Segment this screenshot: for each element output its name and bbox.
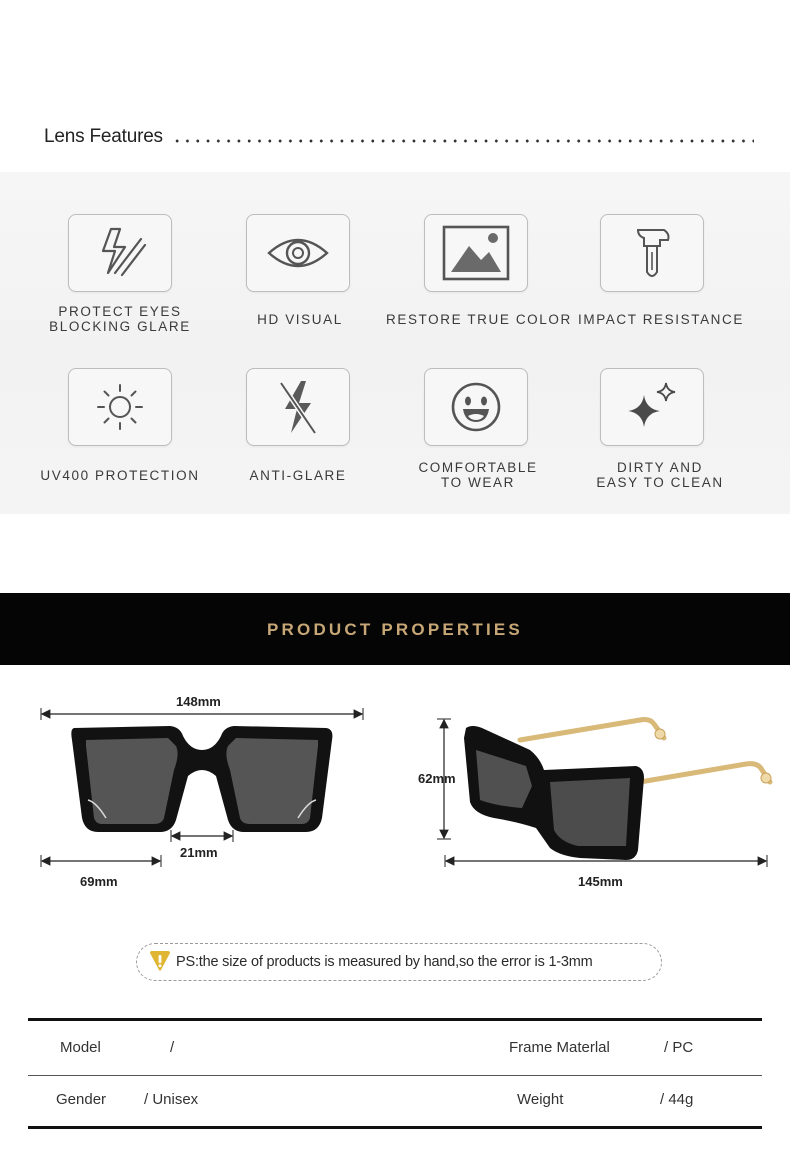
dim-bridge: 21mm bbox=[180, 845, 218, 860]
smiley-face-icon bbox=[449, 380, 503, 434]
feature-label-anti-glare: ANTI-GLARE bbox=[249, 468, 347, 483]
sun-icon bbox=[95, 382, 145, 432]
sparkles-icon bbox=[622, 379, 682, 435]
temple-front bbox=[640, 764, 770, 782]
spec-label-model: Model bbox=[60, 1039, 101, 1056]
feature-label-impact: IMPACT RESISTANCE bbox=[578, 312, 744, 327]
feature-label-uv400: UV400 PROTECTION bbox=[40, 468, 200, 483]
feature-card-easy-clean bbox=[600, 368, 704, 446]
dim-temple-length: 145mm bbox=[578, 874, 623, 889]
lightning-slash-icon bbox=[89, 223, 151, 283]
feature-card-true-color bbox=[424, 214, 528, 292]
right-lens bbox=[226, 738, 318, 824]
feature-card-protect-eyes bbox=[68, 214, 172, 292]
spec-value-frame-material: / PC bbox=[664, 1039, 694, 1056]
table-bottom-rule bbox=[28, 1126, 762, 1129]
warning-icon bbox=[148, 950, 172, 972]
feature-label-comfortable bbox=[398, 460, 558, 490]
left-lens bbox=[86, 738, 178, 824]
feature-card-anti-glare bbox=[246, 368, 350, 446]
feature-label-protect-eyes bbox=[40, 304, 200, 334]
temple-back bbox=[520, 720, 664, 741]
feature-label-line: DIRTY AND bbox=[617, 460, 703, 475]
feature-label-easy-clean bbox=[580, 460, 740, 490]
side-lens-right bbox=[550, 778, 630, 846]
measurement-note-text: PS:the size of products is measured by hand,so the error is 1-3mm bbox=[176, 954, 593, 970]
side-view-diagram bbox=[410, 710, 780, 880]
spec-label-weight: Weight bbox=[517, 1091, 564, 1108]
feature-card-impact-resistance bbox=[600, 214, 704, 292]
feature-label-line: TO WEAR bbox=[441, 475, 515, 490]
spec-value-model: / bbox=[170, 1039, 175, 1056]
dim-lens-width: 69mm bbox=[80, 874, 118, 889]
spec-value-gender: / Unisex bbox=[144, 1091, 199, 1108]
feature-label-hd-visual: HD VISUAL bbox=[257, 312, 343, 327]
spec-label-frame-material: Frame Materlal bbox=[509, 1039, 610, 1056]
feature-card-hd-visual bbox=[246, 214, 350, 292]
eye-icon bbox=[266, 233, 330, 273]
feature-label-line: EASY TO CLEAN bbox=[596, 475, 724, 490]
spec-label-gender: Gender bbox=[56, 1091, 107, 1108]
dim-total-width: 148mm bbox=[176, 694, 221, 709]
feature-label-line: PROTECT EYES bbox=[58, 304, 182, 319]
lens-features-title: Lens Features bbox=[44, 126, 163, 147]
product-properties-title: PRODUCT PROPERTIES bbox=[267, 620, 523, 639]
dotted-divider bbox=[172, 138, 754, 144]
dim-lens-height: 62mm bbox=[418, 771, 456, 786]
hammer-icon bbox=[630, 224, 674, 282]
feature-card-uv400 bbox=[68, 368, 172, 446]
spec-value-weight: / 44g bbox=[660, 1091, 694, 1108]
feature-label-line: COMFORTABLE bbox=[418, 460, 538, 475]
lightning-crossed-icon bbox=[273, 377, 323, 437]
landscape-image-icon bbox=[441, 224, 511, 282]
feature-label-true-color: RESTORE TRUE COLOR bbox=[386, 312, 572, 327]
front-view-diagram bbox=[30, 690, 380, 890]
feature-label-line: BLOCKING GLARE bbox=[49, 319, 191, 334]
feature-card-comfortable bbox=[424, 368, 528, 446]
table-top-rule bbox=[28, 1018, 762, 1021]
table-row-divider bbox=[28, 1075, 762, 1076]
